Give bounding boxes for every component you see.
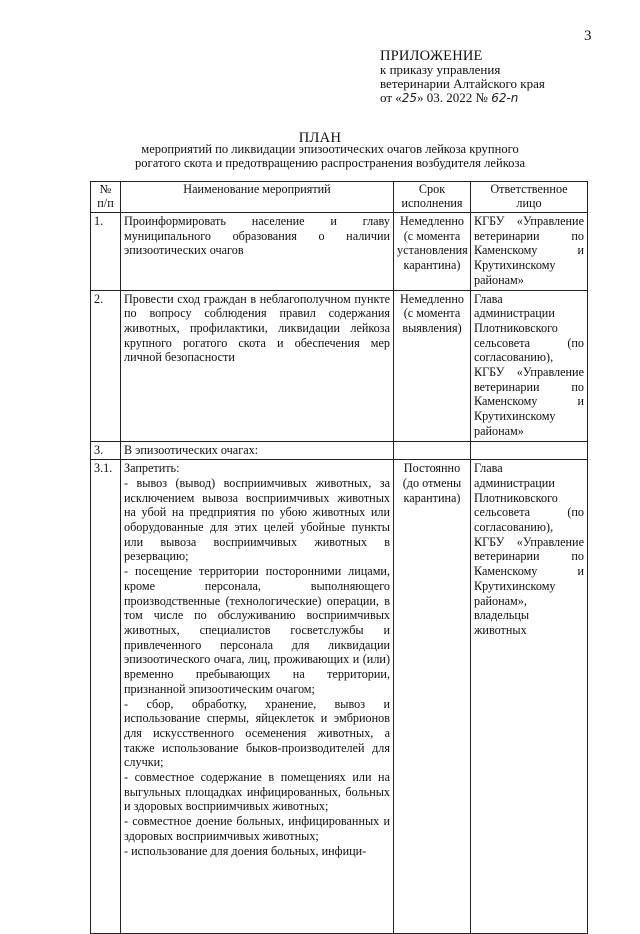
row-name-line: - вывоз (вывод) восприимчивых животных, за исключением вывоза восприимчивых животных на убой на предприятия по убою животных или оборудованные для этих целей убойные пункты или вывоза восприимчивых животных в резервацию; xyxy=(124,475,390,564)
header-term xyxy=(394,182,471,213)
subtitle-line-1: мероприятий по ликвидации эпизоотических очагов лейкоза крупного xyxy=(141,142,519,156)
row-name: Проинформировать население и главу муниципального образования о наличии эпизоотических очагов xyxy=(121,213,394,291)
date-day-handwritten: 25 xyxy=(401,91,418,105)
order-number-handwritten: 62-n xyxy=(491,91,519,105)
order-date-line xyxy=(380,91,545,105)
row-resp xyxy=(471,441,588,460)
row-num: 1. xyxy=(91,213,121,291)
table-row xyxy=(91,460,588,934)
row-num: 3. xyxy=(91,441,121,460)
appendix-line-1: к приказу управления xyxy=(380,62,501,77)
header-resp xyxy=(471,182,588,213)
row-resp: Глава администрации Плотниковского сельсовета (по согласованию), КГБУ «Управление ветеринарии по Каменскому и Крутихинскому районам» xyxy=(471,290,588,441)
row-name-content xyxy=(124,461,390,931)
subtitle-line-2: рогатого скота и предотвращению распространения возбудителя лейкоза xyxy=(134,156,526,170)
row-name xyxy=(121,460,394,934)
table-row xyxy=(91,213,588,291)
header-num-line-2: п/п xyxy=(97,195,114,210)
row-name-line: Запретить: xyxy=(124,461,180,476)
document-subtitle xyxy=(100,142,560,170)
header-num xyxy=(91,182,121,213)
appendix-title: ПРИЛОЖЕНИЕ xyxy=(380,48,483,64)
header-resp-line-1: Ответственное xyxy=(490,182,568,196)
row-name-line: - посещение территории посторонними лицами, кроме персонала, выполняющего производственные (технологические) операции, в том числе по обслуживанию восприимчивых животных, специалистов госветслужбы и привлеченного персонала для ликвидации эпизоотического очага, лиц, проживающих и (или) временно пребывающих на территории, признанной эпизоотическим очагом; xyxy=(124,564,390,696)
document-title: ПЛАН xyxy=(298,130,342,146)
row-name: В эпизоотических очагах: xyxy=(121,441,394,460)
plan-table xyxy=(90,181,588,934)
table-row xyxy=(91,441,588,460)
row-resp: Глава администрации Плотниковского сельсовета (по согласованию), КГБУ «Управление ветеринарии по Каменскому и Крутихинскому районам», владельцы животных xyxy=(471,460,588,934)
date-prefix: от « xyxy=(380,90,402,105)
header-num-line-1: № xyxy=(99,182,112,196)
row-name: Провести сход граждан в неблагополучном пункте по вопросу соблюдения правил содержания животных, профилактики, ликвидации лейкоза крупного рогатого скота и обеспечения мер личной безопасности xyxy=(121,290,394,441)
header-resp-line-2: лицо xyxy=(516,195,542,210)
page-number: 3 xyxy=(584,28,592,44)
row-name-line: - сбор, обработку, хранение, вывоз и использование спермы, яйцеклеток и эмбрионов для искусственного осеменения животных, а также использование быков-производителей для случки; xyxy=(124,696,390,770)
date-mid: » 03. 2022 № xyxy=(417,90,488,105)
row-name-line: - использование для доения больных, инфици- xyxy=(124,843,367,858)
row-resp: КГБУ «Управление ветеринарии по Каменскому и Крутихинскому районам» xyxy=(471,213,588,291)
table-row xyxy=(91,290,588,441)
row-name-line: - совместное доение больных, инфицированных и здоровых восприимчивых животных; xyxy=(124,814,390,843)
row-term: Постоянно (до отмены карантина) xyxy=(394,460,471,934)
row-name-line: - совместное содержание в помещениях или на выгульных площадках инфицированных, больных и здоровых восприимчивых животных; xyxy=(124,770,390,814)
row-term: Немедленно (с момента выявления) xyxy=(394,290,471,441)
header-name: Наименование мероприятий xyxy=(121,182,394,213)
row-num: 2. xyxy=(91,290,121,441)
header-term-line-2: исполнения xyxy=(401,195,463,210)
table-header-row xyxy=(91,182,588,213)
row-term: Немедленно (с момента установления карантина) xyxy=(394,213,471,291)
row-term xyxy=(394,441,471,460)
row-num: 3.1. xyxy=(91,460,121,934)
appendix-line-2: ветеринарии Алтайского края xyxy=(380,76,545,91)
header-term-line-1: Срок xyxy=(418,182,446,196)
appendix-block xyxy=(380,49,545,105)
